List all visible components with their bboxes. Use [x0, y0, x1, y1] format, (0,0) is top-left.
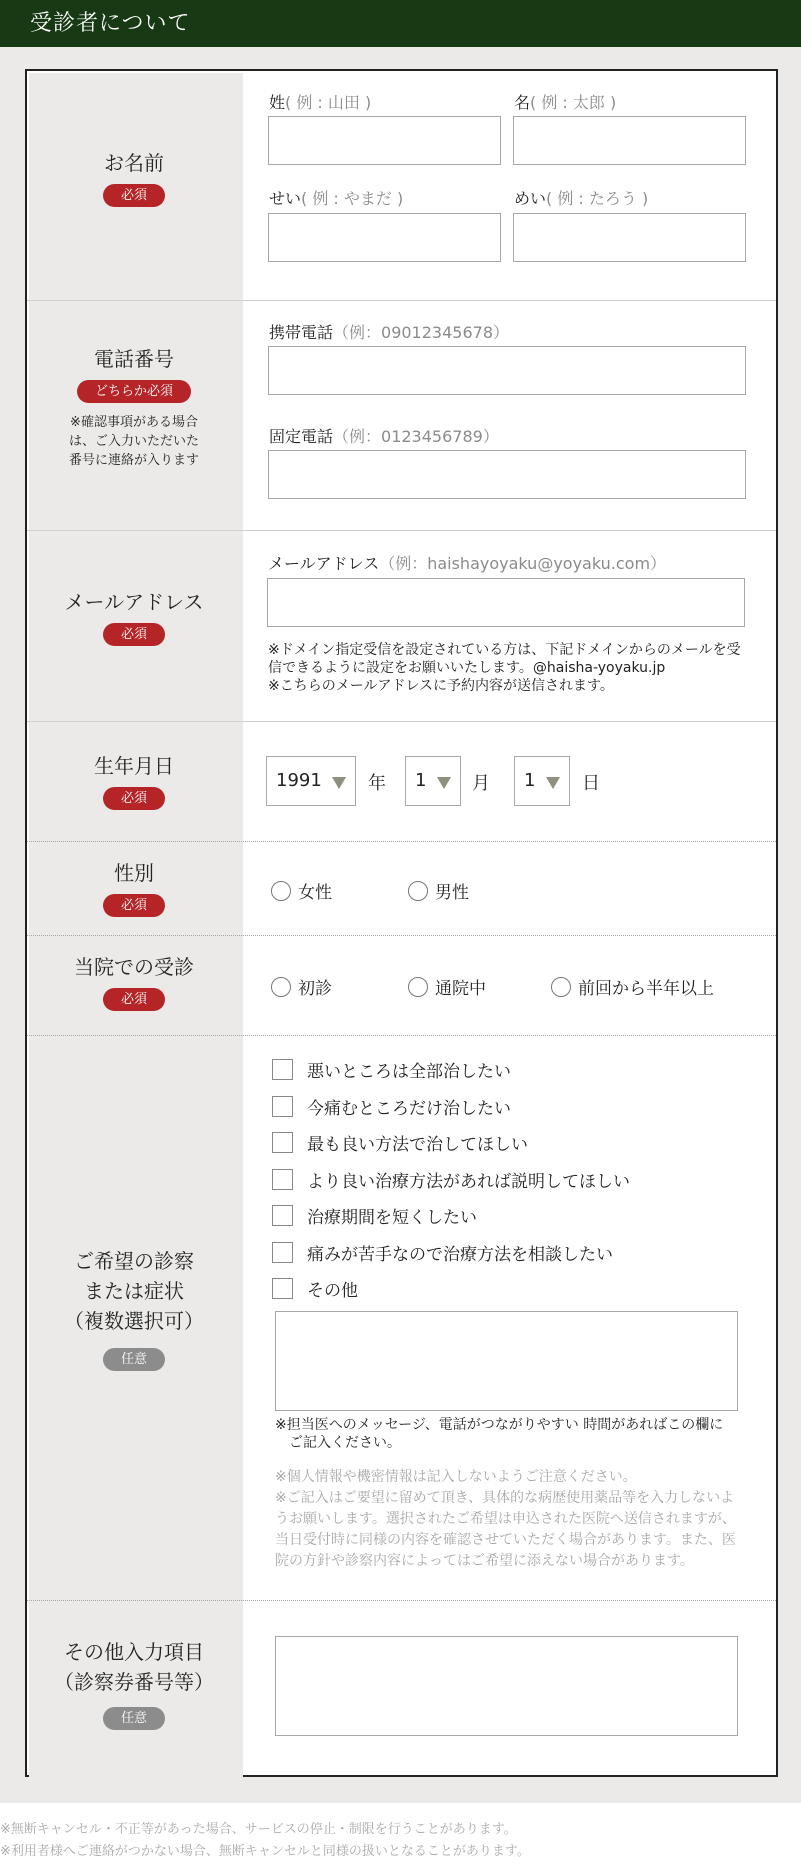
row-divider: [27, 721, 776, 722]
birthday-row-label: [27, 751, 241, 810]
gender-radio-female[interactable]: 女性: [271, 878, 332, 903]
radio-circle[interactable]: [551, 977, 571, 997]
wish-checkbox[interactable]: より良い治療方法があれば説明してほしい: [272, 1167, 630, 1192]
visit-radio-current[interactable]: 通院中: [408, 974, 486, 999]
email-label: メールアドレス: [64, 590, 204, 614]
wishes-textarea[interactable]: [275, 1311, 738, 1411]
row-divider: [27, 1035, 776, 1036]
wishes-label-line: ご希望の診察: [74, 1249, 194, 1273]
gender-label: 性別: [114, 861, 154, 885]
birth-day-select[interactable]: 1: [514, 756, 570, 806]
optional-badge: 任意: [103, 1348, 165, 1371]
first-name-input[interactable]: [513, 116, 746, 165]
visit-row-label: [27, 952, 241, 1011]
email-field-label: メールアドレス（例：haishayoyaku@yoyaku.com）: [268, 554, 667, 573]
wishes-label-line: （複数選択可）: [64, 1309, 204, 1333]
row-divider: [27, 300, 776, 301]
radio-circle[interactable]: [271, 977, 291, 997]
landline-phone-label: 固定電話（例：0123456789）: [269, 427, 499, 446]
checkbox-box[interactable]: [272, 1132, 293, 1153]
month-unit: 月: [472, 773, 490, 794]
section-header: [0, 0, 801, 47]
radio-circle[interactable]: [271, 881, 291, 901]
birthday-label: 生年月日: [94, 754, 174, 778]
phone-row-label: [27, 344, 241, 470]
checkbox-box[interactable]: [272, 1096, 293, 1117]
required-badge: 必須: [103, 623, 165, 646]
wishes-label-line: または症状: [84, 1279, 184, 1303]
optional-badge: 任意: [103, 1707, 165, 1730]
first-name-kana-label: めい( 例 : たろう ): [514, 189, 649, 208]
required-badge: 必須: [103, 184, 165, 207]
checkbox-box[interactable]: [272, 1169, 293, 1190]
name-row-label: [27, 148, 241, 207]
wish-checkbox[interactable]: 今痛むところだけ治したい: [272, 1094, 511, 1119]
checkbox-box[interactable]: [272, 1205, 293, 1226]
other-textarea[interactable]: [275, 1636, 738, 1736]
checkbox-box[interactable]: [272, 1059, 293, 1080]
checkbox-box[interactable]: [272, 1278, 293, 1299]
row-divider: [27, 530, 776, 531]
chevron-down-icon: [437, 777, 451, 789]
mobile-phone-input[interactable]: [268, 346, 746, 395]
required-badge: 必須: [103, 894, 165, 917]
other-label-line: その他入力項目: [64, 1640, 204, 1664]
name-label: お名前: [104, 151, 164, 175]
wish-checkbox[interactable]: 悪いところは全部治したい: [272, 1057, 511, 1082]
radio-circle[interactable]: [408, 977, 428, 997]
first-name-label: 名( 例 : 太郎 ): [514, 93, 617, 112]
visit-label: 当院での受診: [74, 955, 194, 979]
wish-checkbox[interactable]: 最も良い方法で治してほしい: [272, 1130, 528, 1155]
wish-checkbox[interactable]: 治療期間を短くしたい: [272, 1203, 477, 1228]
other-label-line: （診察券番号等）: [54, 1670, 214, 1694]
required-badge: 必須: [103, 988, 165, 1011]
visit-radio-first[interactable]: 初診: [271, 974, 332, 999]
footer-note: ※利用者様へご連絡がつかない場合、無断キャンセルと同様の扱いとなることがあります。: [0, 1844, 530, 1859]
chevron-down-icon: [332, 777, 346, 789]
phone-note: ※確認事項がある場合 は、ご入力いただいた 番号に連絡が入ります: [68, 415, 199, 468]
wishes-note: ※担当医へのメッセージ、電話がつながりやすい 時間があればこの欄に ご記入ください。: [275, 1417, 724, 1451]
required-badge: 必須: [103, 787, 165, 810]
birth-month-select[interactable]: 1: [405, 756, 461, 806]
email-note: ※ドメイン指定受信を設定されている方は、下記ドメインからのメールを受 信できるように設定をお願いいたします。@haisha-yoyaku.jp ※こちらのメールアドレスに予約内容が送信されます。: [268, 642, 741, 694]
phone-label: 電話番号: [94, 347, 174, 371]
either-required-badge: どちらか必須: [77, 380, 191, 403]
gender-radio-male[interactable]: 男性: [408, 878, 469, 903]
day-unit: 日: [582, 773, 600, 794]
email-input[interactable]: [267, 578, 745, 627]
year-unit: 年: [368, 773, 386, 794]
checkbox-box[interactable]: [272, 1242, 293, 1263]
birth-year-select[interactable]: 1991: [266, 756, 356, 806]
mobile-phone-label: 携帯電話（例：09012345678）: [269, 323, 509, 342]
email-row-label: [27, 587, 241, 646]
privacy-note: ※個人情報や機密情報は記入しないようご注意ください。 ※ご記入はご要望に留めて頂き、具体的な病歴使用薬品等を入力しないよ うお願いします。選択されたご希望は申込された医院へ送信されますが、 当日受付時に同様の内容を確認させていただく場合があります。また、医 院の方針や診察内容によってはご希望に添えない場合があります。: [275, 1469, 736, 1569]
label-column: [29, 73, 243, 1777]
footer-note: ※無断キャンセル・不正等があった場合、サービスの停止・制限を行うことがあります。: [0, 1822, 517, 1837]
gender-row-label: [27, 858, 241, 917]
row-divider: [27, 1600, 776, 1601]
section-title: 受診者について: [30, 11, 191, 36]
row-divider: [27, 935, 776, 936]
last-name-input[interactable]: [268, 116, 501, 165]
first-name-kana-input[interactable]: [513, 213, 746, 262]
last-name-label: 姓( 例 : 山田 ): [269, 93, 372, 112]
radio-circle[interactable]: [408, 881, 428, 901]
wish-checkbox-other[interactable]: その他: [272, 1276, 358, 1301]
last-name-kana-input[interactable]: [268, 213, 501, 262]
row-divider: [27, 841, 776, 842]
wish-checkbox[interactable]: 痛みが苦手なので治療方法を相談したい: [272, 1240, 613, 1265]
chevron-down-icon: [546, 777, 560, 789]
other-row-label: [27, 1637, 241, 1730]
last-name-kana-label: せい( 例 : やまだ ): [269, 189, 404, 208]
wishes-row-label: [27, 1246, 241, 1371]
landline-phone-input[interactable]: [268, 450, 746, 499]
visit-radio-half-year[interactable]: 前回から半年以上: [551, 974, 714, 999]
